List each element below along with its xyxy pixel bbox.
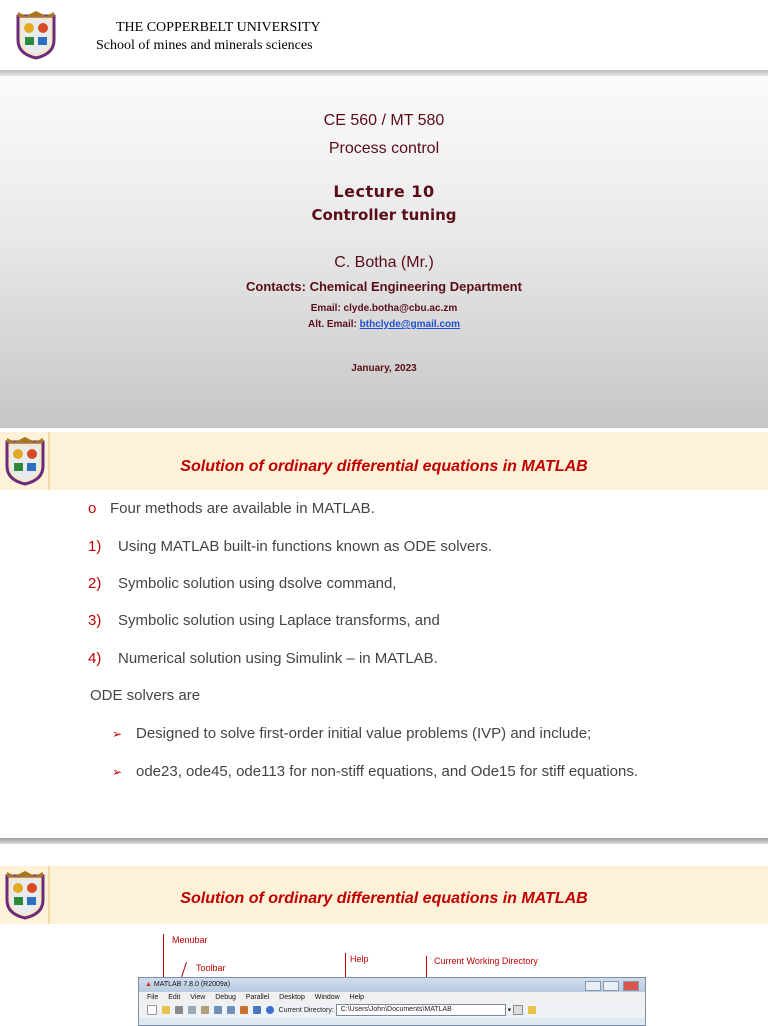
method-number: 3) xyxy=(88,612,102,629)
toolbar-callout: Toolbar xyxy=(196,963,226,973)
chevron-down-icon[interactable]: ▾ xyxy=(507,1007,512,1014)
email-line: Email: clyde.botha@cbu.ac.zm xyxy=(310,303,458,314)
arrow-bullet-icon: ➢ xyxy=(112,727,123,741)
method-item xyxy=(88,575,396,592)
intro-text: Four methods are available in MATLAB. xyxy=(110,500,375,517)
menu-file[interactable]: File xyxy=(147,994,159,1001)
menu-edit[interactable]: Edit xyxy=(168,994,181,1001)
maximize-icon[interactable] xyxy=(603,981,619,991)
method-item xyxy=(88,538,492,555)
method-text: Using MATLAB built-in functions known as ODE solvers. xyxy=(118,538,493,555)
solver-point-text: ode23, ode45, ode113 for non-stiff equations, and Ode15 for stiff equations. xyxy=(136,763,639,780)
redo-icon[interactable] xyxy=(227,1006,235,1014)
menubar-callout: Menubar xyxy=(172,935,208,945)
undo-icon[interactable] xyxy=(214,1006,222,1014)
guide-icon[interactable] xyxy=(253,1006,261,1014)
solver-point xyxy=(112,763,638,780)
help-callout: Help xyxy=(350,954,369,964)
slide-divider xyxy=(0,838,768,844)
alt-email-link[interactable]: bthclyde@gmail.com xyxy=(359,319,460,330)
slide1-header xyxy=(0,0,768,70)
slide3-title: Solution of ordinary differential equations in MATLAB xyxy=(180,890,588,907)
minimize-icon[interactable] xyxy=(585,981,601,991)
alt-email-line xyxy=(0,319,768,330)
simulink-icon[interactable] xyxy=(240,1006,248,1014)
matlab-menubar xyxy=(139,992,645,1004)
slide2-title: Solution of ordinary differential equations in MATLAB xyxy=(180,458,588,475)
matlab-window-title: MATLAB 7.8.0 (R2009a) xyxy=(153,981,231,988)
menu-desktop[interactable]: Desktop xyxy=(279,994,305,1001)
circle-bullet-icon: o xyxy=(88,500,97,517)
menu-parallel[interactable]: Parallel xyxy=(245,994,270,1001)
lecture-date: January, 2023 xyxy=(351,363,417,374)
solver-point-text: Designed to solve first-order initial value problems (IVP) and include; xyxy=(136,725,592,742)
cwd-label: Current Directory: xyxy=(278,1007,334,1014)
browse-folder-icon[interactable] xyxy=(513,1005,523,1015)
university-crest-icon xyxy=(14,10,58,60)
university-name: THE COPPERBELT UNIVERSITY xyxy=(116,20,321,35)
matlab-logo-icon: ▲ xyxy=(145,981,152,988)
method-number: 4) xyxy=(88,650,102,667)
lecture-title: Controller tuning xyxy=(311,206,457,224)
method-text: Symbolic solution using Laplace transforms, and xyxy=(118,612,440,629)
copy-icon[interactable] xyxy=(188,1006,196,1014)
solvers-heading: ODE solvers are xyxy=(90,687,201,704)
menu-window[interactable]: Window xyxy=(314,994,340,1001)
school-name: School of mines and minerals sciences xyxy=(96,38,313,53)
method-number: 1) xyxy=(88,538,102,555)
author: C. Botha (Mr.) xyxy=(334,254,434,271)
contacts-line: Contacts: Chemical Engineering Department xyxy=(246,279,522,294)
open-folder-icon[interactable] xyxy=(162,1006,170,1014)
cut-icon[interactable] xyxy=(175,1006,183,1014)
method-item xyxy=(88,612,440,629)
menu-help[interactable]: Help xyxy=(349,994,365,1001)
matlab-window-screenshot xyxy=(138,977,646,1026)
up-folder-icon[interactable] xyxy=(528,1006,536,1014)
cwd-input[interactable]: C:\Users\John\Documents\MATLAB xyxy=(336,1004,506,1016)
course-name: Process control xyxy=(328,140,440,157)
method-number: 2) xyxy=(88,575,102,592)
intro-bullet xyxy=(88,500,375,517)
course-code: CE 560 / MT 580 xyxy=(323,112,445,129)
arrow-bullet-icon: ➢ xyxy=(112,765,123,779)
paste-icon[interactable] xyxy=(201,1006,209,1014)
matlab-toolbar xyxy=(139,1004,645,1018)
lecture-number: Lecture 10 xyxy=(333,182,435,201)
help-icon[interactable] xyxy=(266,1006,274,1014)
menu-debug[interactable]: Debug xyxy=(215,994,236,1001)
method-item xyxy=(88,650,438,667)
matlab-titlebar xyxy=(139,978,645,992)
method-text: Numerical solution using Simulink – in MATLAB. xyxy=(118,650,438,667)
method-text: Symbolic solution using dsolve command, xyxy=(118,575,397,592)
cwd-callout: Current Working Directory xyxy=(434,956,538,966)
alt-email-label: Alt. Email: xyxy=(307,319,360,330)
close-icon[interactable] xyxy=(623,981,639,991)
menu-view[interactable]: View xyxy=(190,994,206,1001)
solver-point xyxy=(112,725,591,742)
new-file-icon[interactable] xyxy=(147,1005,157,1015)
